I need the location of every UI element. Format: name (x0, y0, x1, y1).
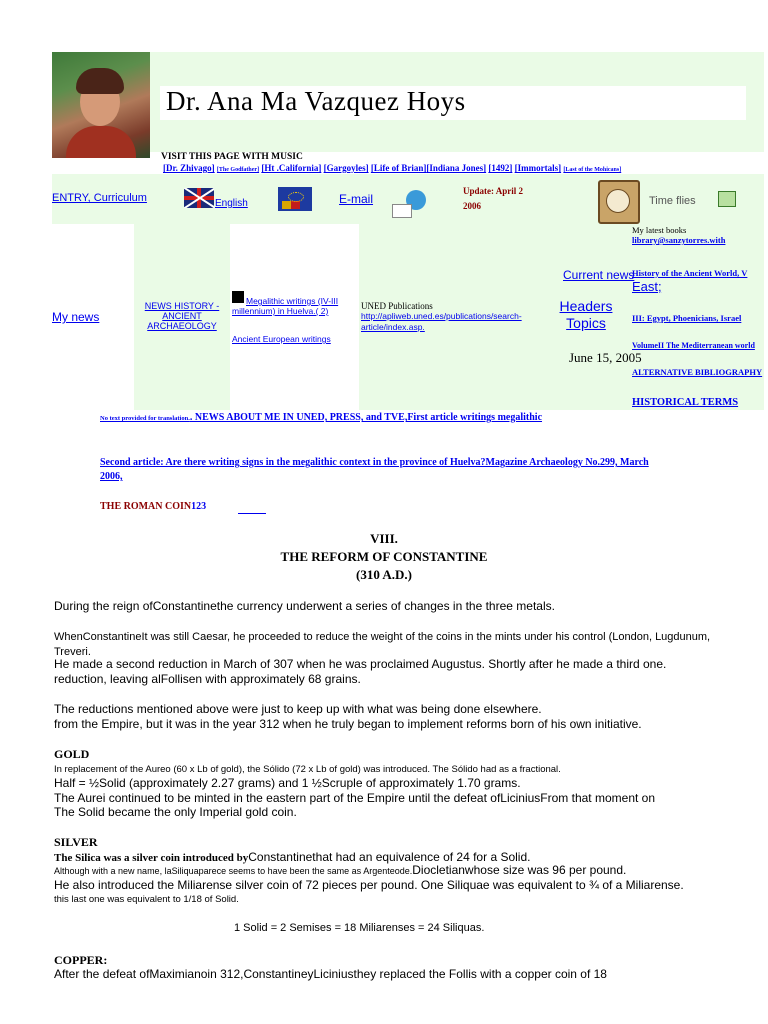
ancient-european-link[interactable]: Ancient European writings (232, 334, 331, 344)
coin-equation: 1 Solid = 2 Semises = 18 Miliarenses = 24 Siliquas. (234, 922, 485, 934)
library-email-link[interactable]: library@sanzytorres.with (632, 235, 726, 245)
time-flies-label: Time flies (649, 195, 696, 207)
news-history-link[interactable]: NEWS HISTORY - ANCIENT ARCHAEOLOGY (144, 301, 220, 331)
clock-icon (598, 180, 640, 224)
gold-line-1: In replacement of the Aureo (60 x Lb of gold), the Sólido (72 x Lb of gold) was introduced. The Sólido had as a fractional. (54, 764, 561, 775)
megalithic-writings-link[interactable]: Megalithic writings (IV-III millennium) in Huelva.( 2) (232, 296, 339, 316)
roman-coin-pages[interactable]: 123 (191, 501, 207, 512)
alt-bibliography-link[interactable]: ALTERNATIVE BIBLIOGRAPHY (632, 367, 763, 377)
bird-email-icon[interactable] (392, 186, 434, 218)
silver-line-2-rest: Diocletianwhose size was 96 per pound. (412, 863, 627, 877)
update-label: Update: April 2 2006 (463, 186, 524, 211)
headers-topics-link[interactable]: Headers Topics (559, 298, 613, 331)
copper-heading: COPPER: (54, 953, 108, 967)
portrait-image (52, 52, 150, 158)
silver-line-3: He also introduced the Miliarense silver coin of 72 pieces per pound. One Siliquae was equivalent to ¾ of a Miliarense. (54, 878, 684, 892)
current-news-link[interactable]: Current news (563, 268, 635, 282)
nav-cell-white (231, 224, 359, 410)
vol-mediterranean-link[interactable]: VolumeII The Mediterranean world (632, 341, 755, 350)
silver-line-2-small: Although with a new name, laSiliquaparece seems to have been the same as Argenteode. (54, 866, 413, 876)
eu-flag-icon[interactable] (278, 187, 312, 211)
music-link-gargoyles[interactable]: [Gargoyles] (323, 163, 369, 173)
email-link[interactable]: E-mail (339, 192, 374, 206)
copper-line-1: After the defeat ofMaximianoin 312,ConstantineyLiciniusthey replaced the Follis with a copper coin of 18 (54, 967, 607, 981)
section-date: (310 A.D.) (356, 567, 412, 582)
music-link-indiana[interactable]: [Indiana Jones] (426, 163, 487, 173)
uned-url-link[interactable]: http://apliweb.uned.es/publications/search-article/index.asp. (361, 311, 522, 332)
gold-line-3: The Aurei continued to be minted in the eastern part of the Empire until the defeat ofLiciniusFrom that moment on (54, 791, 656, 805)
my-news-link[interactable]: My news (52, 310, 100, 324)
music-label: VISIT THIS PAGE WITH MUSIC (161, 152, 303, 162)
paragraph-2c: reduction, leaving alFollisen with approximately 68 grains. (54, 672, 361, 686)
silver-line-1-bold: The Silica was a silver coin introduced by (54, 852, 249, 864)
section-title: THE REFORM OF CONSTANTINE (280, 549, 488, 564)
page-title: Dr. Ana Ma Vazquez Hoys (166, 86, 466, 116)
paragraph-2a: WhenConstantineIt was still Caesar, he proceeded to reduce the weight of the coins in the mints under his control (London, Lugdunum, Treveri. (54, 631, 711, 658)
music-link-godfather[interactable]: [The Godfather] (216, 167, 260, 173)
gold-line-2: Half = ½Solid (approximately 2.27 grams) and 1 ½Scruple of approximately 1.70 grams. (54, 776, 521, 790)
silver-line-1-rest: Constantinethat had an equivalence of 24 for a Solid. (248, 850, 531, 864)
music-link-1492[interactable]: [1492] (488, 163, 513, 173)
silver-line-2 (54, 863, 744, 879)
latest-books-label: My latest books (632, 225, 687, 235)
paragraph-3b: from the Empire, but it was in the year 312 when he truly began to implement reforms born of his own initiative. (54, 717, 642, 731)
history-world-link[interactable]: History of the Ancient World, V (632, 268, 748, 278)
music-link-mohicans[interactable]: [Last of the Mohicans] (563, 167, 622, 173)
english-link[interactable]: English (215, 198, 248, 209)
historical-terms-link[interactable]: HISTORICAL TERMS (632, 397, 739, 408)
east-link[interactable]: East; (632, 279, 662, 294)
second-article-link[interactable]: Second article: Are there writing signs in the megalithic context in the province of Huelva?Magazine Archaeology No.299, March 2006, (100, 457, 649, 482)
first-article-line (100, 411, 680, 426)
entry-curriculum-link[interactable]: ENTRY, Curriculum (52, 192, 147, 204)
gold-line-4: The Solid became the only Imperial gold coin. (54, 805, 297, 819)
music-link-brian[interactable]: [Life of Brian] (370, 163, 427, 173)
silver-line-4: this last one was equivalent to 1/18 of Solid. (54, 894, 239, 905)
music-link-california[interactable]: [Ht .California] (261, 163, 322, 173)
date-label: June 15, 2005 (569, 350, 642, 365)
first-article-link[interactable]: . NEWS ABOUT ME IN UNED, PRESS, and TVE,First article writings megalithic (189, 412, 543, 423)
uk-flag-icon[interactable] (184, 188, 214, 208)
music-links (163, 163, 621, 173)
vol3-link[interactable]: III: Egypt, Phoenicians, Israel (632, 313, 742, 323)
paragraph-2b: He made a second reduction in March of 307 when he was proclaimed Augustus. Shortly after he made a third one. (54, 657, 667, 671)
no-text-link[interactable]: No text provided for translation. (100, 415, 190, 422)
music-link-zhivago[interactable]: [Dr. Zhivago] (163, 163, 215, 173)
calendar-icon[interactable] (718, 191, 736, 207)
gold-heading: GOLD (54, 747, 90, 761)
paragraph-1: During the reign ofConstantinethe currency underwent a series of changes in the three metals. (54, 599, 555, 613)
roman-coin-underline (238, 513, 266, 514)
roman-coin-heading (100, 501, 206, 512)
roman-coin-title: THE ROMAN COIN (100, 501, 192, 512)
music-link-immortals[interactable]: [Immortals] (514, 163, 562, 173)
section-number: VIII. (370, 531, 398, 546)
uned-publications-label: UNED Publications (361, 301, 433, 311)
paragraph-3a: The reductions mentioned above were just to keep up with what was being done elsewhere. (54, 702, 542, 716)
silver-heading: SILVER (54, 835, 98, 849)
